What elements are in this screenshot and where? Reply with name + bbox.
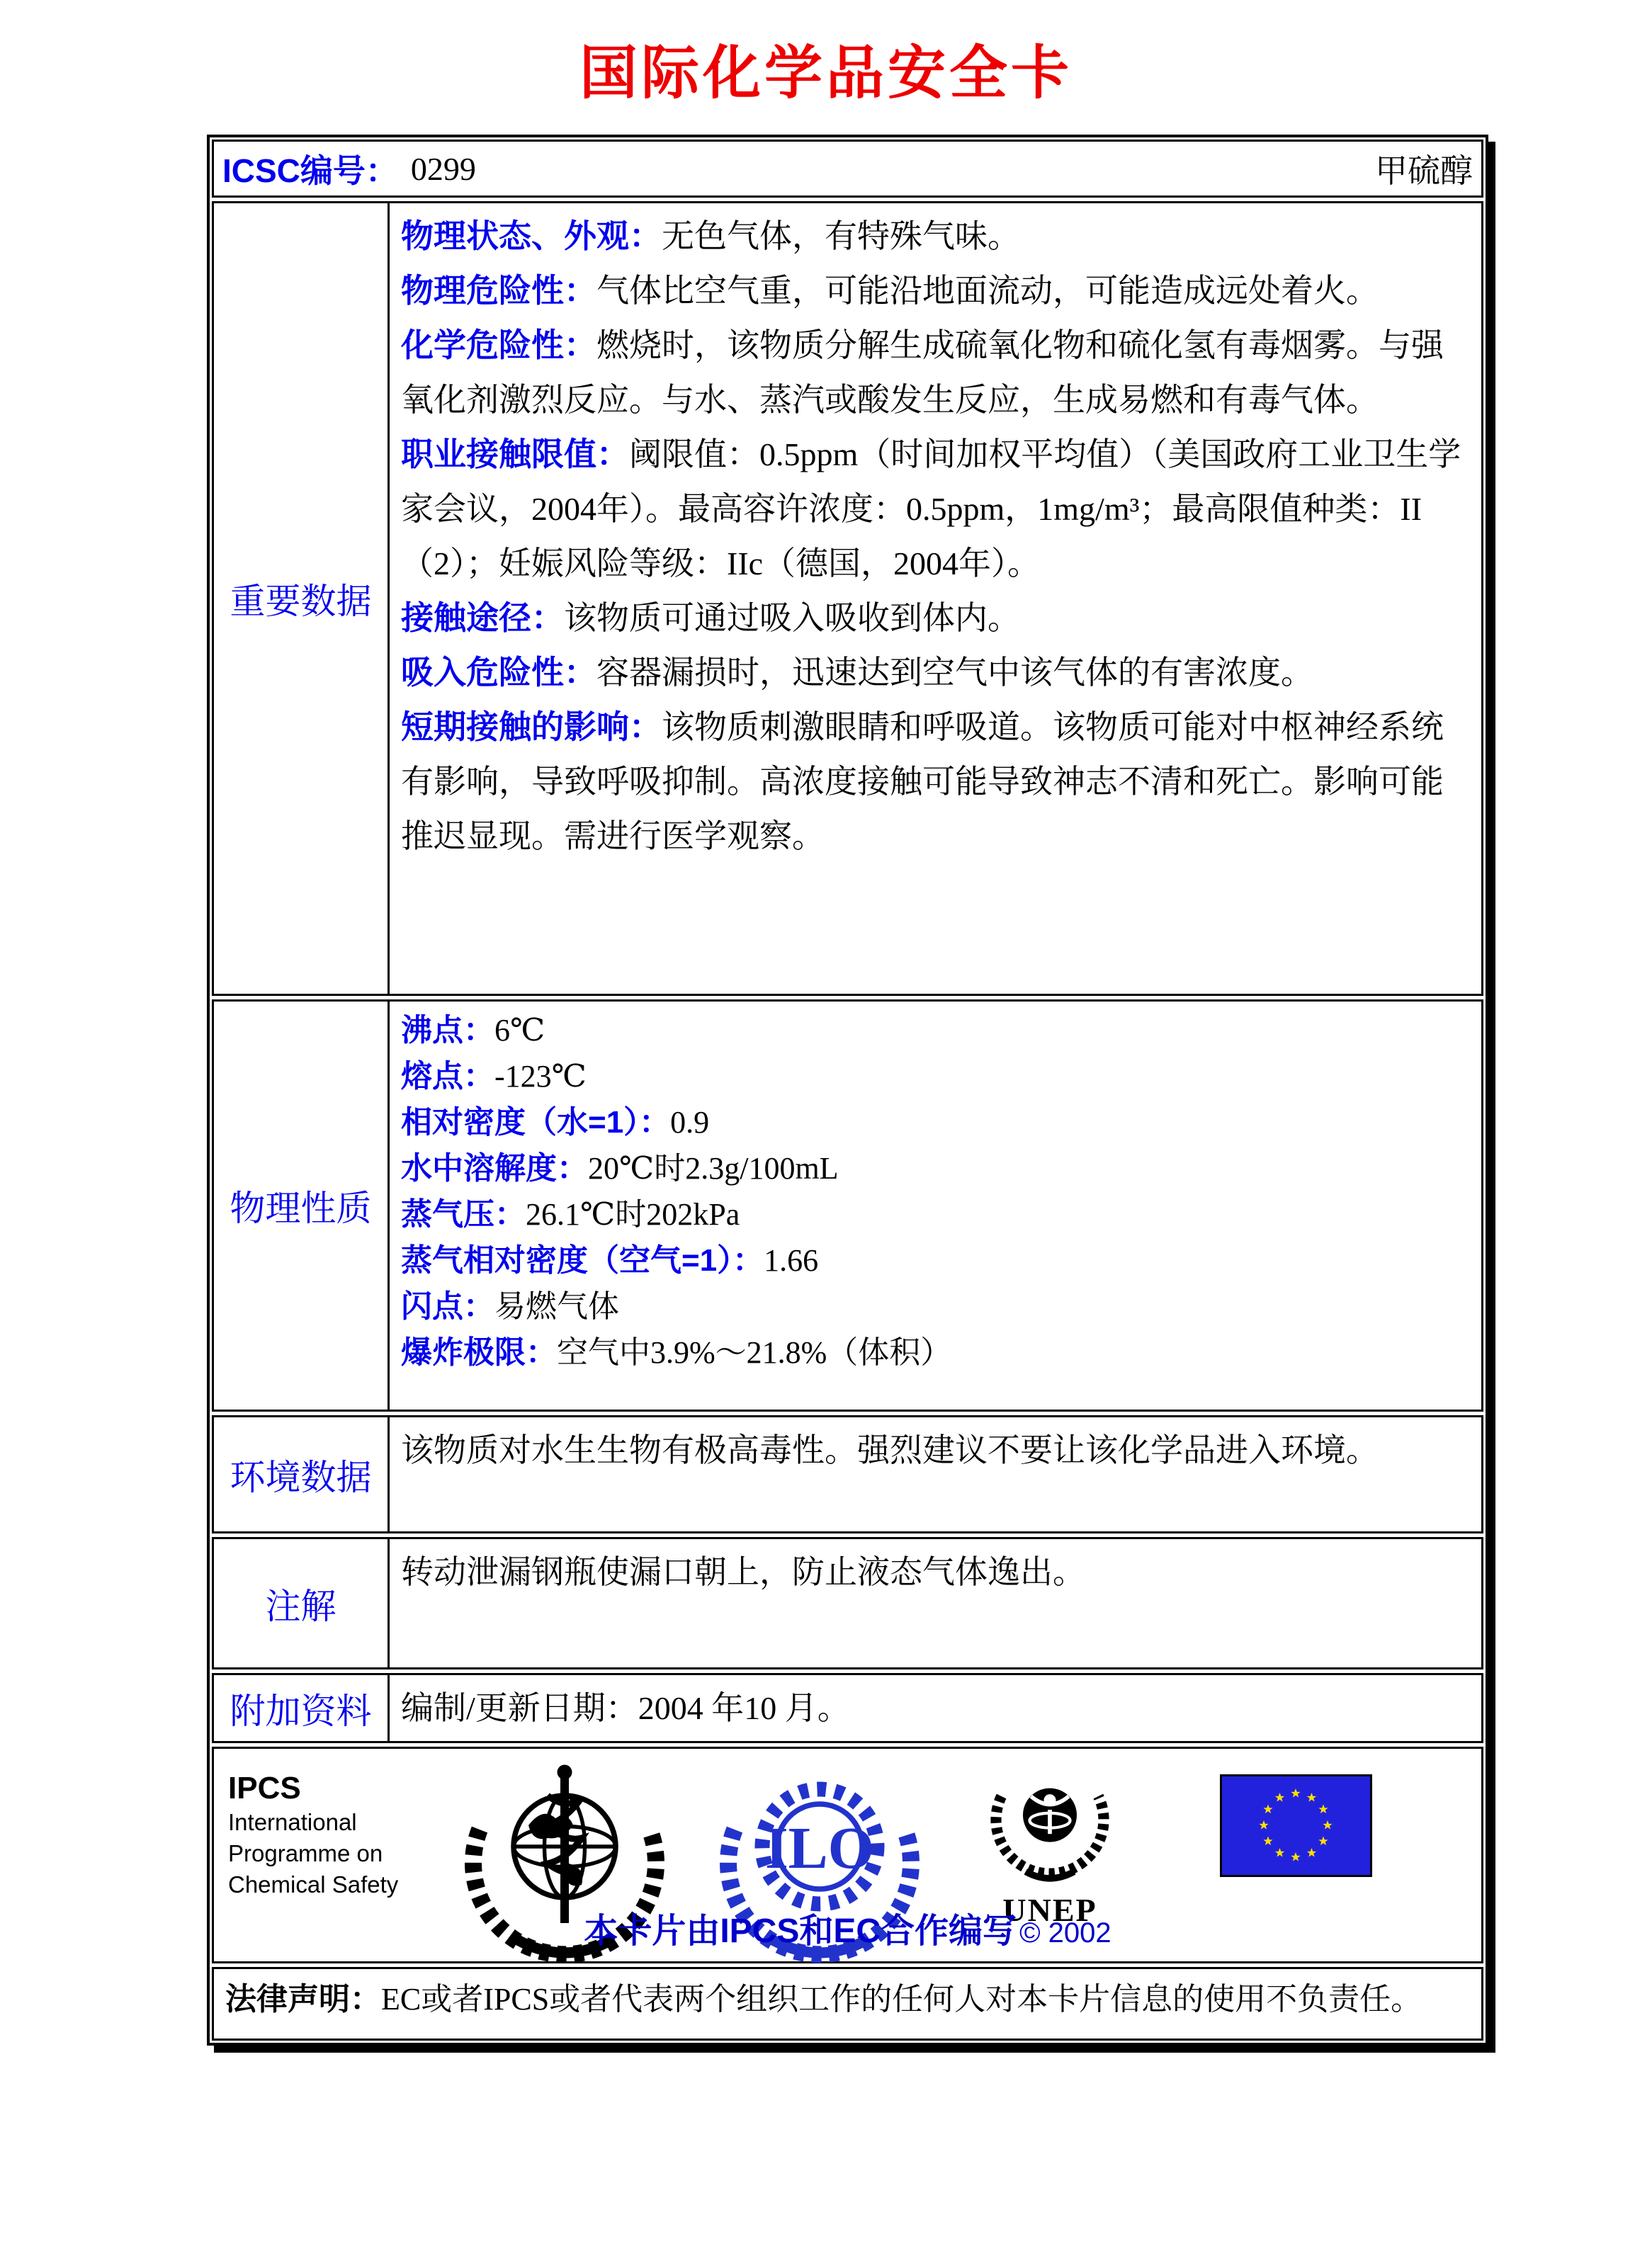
unep-block xyxy=(979,1756,1121,1927)
ipcs-subtitle-line: Chemical Safety xyxy=(228,1871,399,1898)
unep-logo-icon xyxy=(983,1756,1117,1890)
property-label: 爆炸极限： xyxy=(401,1335,557,1370)
property-line xyxy=(401,1329,1470,1376)
environmental-data-content xyxy=(390,1417,1481,1531)
section-label-notes: 注解 xyxy=(214,1539,390,1667)
ipcs-subtitle-line: International xyxy=(228,1809,357,1835)
property-value: 空气中3.9%～21.8%（体积） xyxy=(557,1335,952,1370)
important-item xyxy=(401,427,1470,591)
property-line xyxy=(401,1145,1470,1191)
section-label-physical: 物理性质 xyxy=(214,1002,390,1410)
important-data-row xyxy=(212,201,1483,996)
property-value: 易燃气体 xyxy=(494,1289,619,1324)
property-value: 6℃ xyxy=(494,1013,545,1048)
notes-text: 转动泄漏钢瓶使漏口朝上，防止液态气体逸出。 xyxy=(401,1554,1085,1590)
property-label: 水中溶解度： xyxy=(401,1151,588,1186)
important-item xyxy=(401,591,1470,645)
property-line xyxy=(401,1007,1470,1053)
ipcs-subtitle-line: Programme on xyxy=(228,1840,383,1866)
physical-properties-row xyxy=(212,999,1483,1412)
property-label: 熔点： xyxy=(401,1059,494,1094)
property-value: 20℃时2.3g/100mL xyxy=(588,1151,839,1186)
additional-text: 编制/更新日期：2004 年10 月。 xyxy=(401,1690,850,1726)
copyright-text: © 2002 xyxy=(1019,1917,1111,1949)
section-label-environment: 环境数据 xyxy=(214,1417,390,1531)
icsc-number-label: ICSC编号： xyxy=(222,152,398,189)
safety-card-table xyxy=(207,135,1488,2046)
property-value: 0.9 xyxy=(670,1105,710,1140)
legal-notice-row xyxy=(212,1967,1483,2041)
property-label: 蒸气压： xyxy=(401,1197,526,1232)
additional-info-content xyxy=(390,1675,1481,1741)
legal-notice-label: 法律声明： xyxy=(225,1982,381,2017)
field-label: 职业接触限值： xyxy=(401,436,629,472)
field-text: 阈限值：0.5ppm（时间加权平均值）（美国政府工业卫生学家会议，2004年）。最高容许浓度：0.5ppm，1mg/m³；最高限值种类：II（2）；妊娠风险等级：IIc（德国，2004年）。 xyxy=(401,436,1461,582)
property-value: 1.66 xyxy=(764,1243,819,1278)
property-label: 沸点： xyxy=(401,1013,494,1048)
field-text: 气体比空气重，可能沿地面流动，可能造成远处着火。 xyxy=(596,273,1379,309)
legal-notice-text: EC或者IPCS或者代表两个组织工作的任何人对本卡片信息的使用不负责任。 xyxy=(381,1982,1422,2017)
property-line xyxy=(401,1053,1470,1099)
field-label: 短期接触的影响： xyxy=(401,708,662,745)
icsc-number-value: 0299 xyxy=(410,150,476,187)
property-line xyxy=(401,1237,1470,1283)
important-item xyxy=(401,645,1470,700)
field-label: 物理危险性： xyxy=(401,272,596,309)
property-line xyxy=(401,1283,1470,1329)
field-label: 吸入危险性： xyxy=(401,654,596,691)
property-line xyxy=(401,1191,1470,1237)
section-label-important: 重要数据 xyxy=(214,203,390,994)
field-text: 该物质可通过吸入吸收到体内。 xyxy=(564,600,1020,636)
environmental-data-row xyxy=(212,1415,1483,1533)
additional-info-row xyxy=(212,1673,1483,1743)
environment-text: 该物质对水生生物有极高毒性。强烈建议不要让该化学品进入环境。 xyxy=(401,1432,1379,1468)
important-data-content xyxy=(390,203,1481,994)
svg-text:ILO: ILO xyxy=(764,1815,875,1881)
notes-row xyxy=(212,1537,1483,1669)
important-item xyxy=(401,263,1470,318)
property-value: 26.1℃时202kPa xyxy=(526,1197,740,1232)
field-label: 化学危险性： xyxy=(401,327,596,363)
ipcs-block xyxy=(228,1770,398,1900)
property-line xyxy=(401,1099,1470,1145)
unep-wordmark: UNEP xyxy=(1002,1892,1097,1928)
icsc-header-row xyxy=(212,140,1483,198)
notes-content xyxy=(390,1539,1481,1667)
field-label: 物理状态、外观： xyxy=(401,217,662,254)
chemical-name: 甲硫醇 xyxy=(1375,153,1473,189)
field-text: 燃烧时，该物质分解生成硫氧化物和硫化氢有毒烟雾。与强氧化剂激烈反应。与水、蒸汽或酸发生反应，生成易燃和有毒气体。 xyxy=(401,327,1444,418)
property-label: 闪点： xyxy=(401,1289,494,1324)
eu-flag-icon xyxy=(1220,1774,1372,1877)
property-label: 蒸气相对密度（空气=1）： xyxy=(401,1243,764,1278)
important-item xyxy=(401,700,1470,863)
physical-properties-content xyxy=(390,1002,1481,1410)
field-text: 无色气体，有特殊气味。 xyxy=(662,218,1020,254)
field-label: 接触途径： xyxy=(401,599,564,636)
property-value: -123℃ xyxy=(494,1059,587,1094)
property-label: 相对密度（水=1）： xyxy=(401,1105,671,1140)
important-item xyxy=(401,209,1470,263)
section-label-additional: 附加资料 xyxy=(214,1675,390,1741)
important-item xyxy=(401,318,1470,427)
legal-notice-content xyxy=(214,1969,1481,2039)
cooperation-caption-text: 本卡片由IPCS和EC合作编写 xyxy=(584,1912,1017,1950)
field-text: 容器漏损时，迅速达到空气中该气体的有害浓度。 xyxy=(596,654,1313,691)
ipcs-title: IPCS xyxy=(228,1771,301,1805)
field-text: 该物质刺激眼睛和呼吸道。该物质可能对中枢神经系统有影响，导致呼吸抑制。高浓度接触可能导致神志不清和死亡。影响可能推迟显现。需进行医学观察。 xyxy=(401,709,1444,854)
page-title: 国际化学品安全卡 xyxy=(579,41,1073,106)
organizations-row xyxy=(212,1747,1483,1963)
cooperation-caption xyxy=(214,1903,1481,1952)
